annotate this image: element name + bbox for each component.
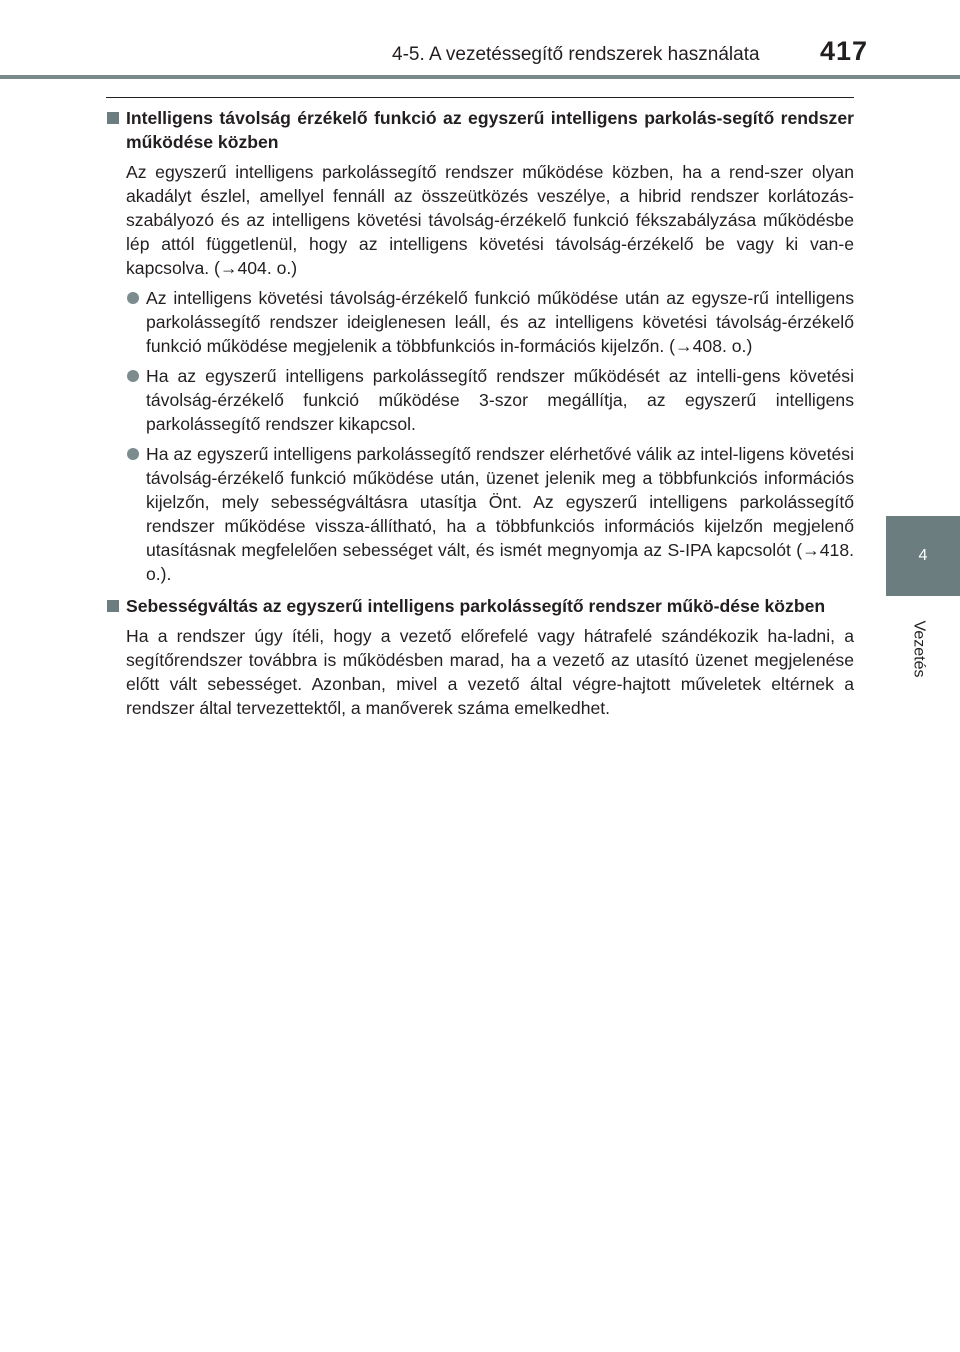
page-content bbox=[106, 97, 854, 720]
list-item bbox=[126, 364, 854, 436]
chapter-tab bbox=[886, 516, 960, 596]
section-heading-text: Sebességváltás az egyszerű intelligens parkolássegítő rendszer műkö-dése közben bbox=[126, 596, 826, 616]
chapter-label-container bbox=[898, 608, 938, 690]
round-bullet-icon bbox=[127, 448, 139, 460]
square-bullet-icon bbox=[107, 600, 119, 612]
section-heading bbox=[106, 106, 854, 154]
section-heading bbox=[106, 594, 854, 618]
list-item bbox=[126, 442, 854, 586]
header-divider bbox=[0, 75, 960, 79]
square-bullet-icon bbox=[107, 112, 119, 124]
round-bullet-icon bbox=[127, 292, 139, 304]
section-heading-text: Intelligens távolság érzékelő funkció az egyszerű intelligens parkolás-segítő rendszer működése közben bbox=[126, 108, 854, 152]
section-2 bbox=[106, 594, 854, 720]
chapter-label: Vezetés bbox=[910, 620, 927, 678]
list-item-text: Ha az egyszerű intelligens parkolássegítő rendszer működését az intelli-gens követési távolság-érzékelő funkció működése 3-szor megállítja, az egyszerű intelligens parkolássegítő rendszer kikapcsol. bbox=[146, 366, 854, 434]
section-title: 4-5. A vezetéssegítő rendszerek használata bbox=[392, 44, 760, 65]
chapter-number: 4 bbox=[918, 547, 928, 564]
list-item bbox=[126, 286, 854, 358]
round-bullet-icon bbox=[127, 370, 139, 382]
section-paragraph: Ha a rendszer úgy ítéli, hogy a vezető előrefelé vagy hátrafelé szándékozik ha-ladni, a segítőrendszer továbbra is működésben marad, ha a vezető az utasító üzenet megjelenése előtt vált sebességet. Azonban, mivel a vezető által végre-hajtott műveletek eltérnek a rendszer által tervezettektől, a manőverek száma emelkedhet. bbox=[126, 626, 854, 718]
section-paragraph: Az egyszerű intelligens parkolássegítő rendszer működése közben, ha a rend-szer olyan akadályt észlel, amellyel fennáll az összeütközés veszélye, a hibrid rendszer korlátozás-szabályozó és az intelligens követési távolság-érzékelő funkció fékszabályzása működésbe lép attól függetlenül, hogy az intelligens követési távolság-érzékelő be vagy ki van-e kapcsolva. (→404. o.) bbox=[126, 162, 854, 278]
list-item-text: Ha az egyszerű intelligens parkolássegítő rendszer elérhetővé válik az intel-ligens követési távolság-érzékelő funkció működése után, üzenet jelenik meg a többfunkciós információs kijelzőn, mely sebességváltásra utasítja Önt. Az egyszerű intelligens parkolássegítő rendszer működése vissza-állítható, ha a többfunkciós információs kijelzőn megjelenő utasításnak megfelelően sebességet vált, és ismét megnyomja az S-IPA kapcsolót (→418. o.). bbox=[146, 444, 854, 584]
section-1 bbox=[106, 106, 854, 586]
list-item-text: Az intelligens követési távolság-érzékelő funkció működése után az egysze-rű intelligens parkolássegítő rendszer ideiglenesen leáll, és az intelligens követési távolság-érzékelő funkció működése megjelenik a többfunkciós in-formációs kijelzőn. (→408. o.) bbox=[146, 288, 854, 356]
page-number: 417 bbox=[820, 36, 869, 66]
